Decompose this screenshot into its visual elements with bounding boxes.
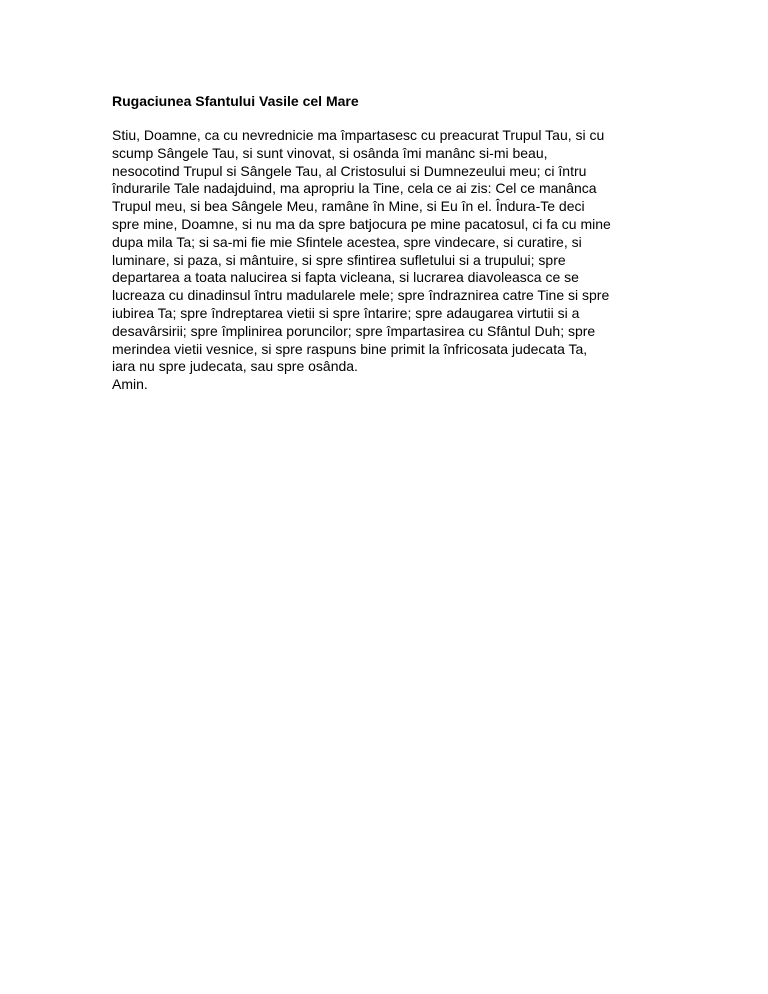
text-line: nesocotind Trupul si Sângele Tau, al Cristosului si Dumnezeului meu; ci întru xyxy=(112,162,587,179)
text-line: luminare, si paza, si mântuire, si spre sfintirea sufletului si a trupului; spre xyxy=(112,251,566,268)
text-line: spre mine, Doamne, si nu ma da spre batjocura pe mine pacatosul, ci fa cu mine xyxy=(112,215,611,232)
prayer-text xyxy=(112,127,672,394)
text-line: merindea vietii vesnice, si spre raspuns bine primit la înfricosata judecata Ta, xyxy=(112,340,588,357)
text-line: iubirea Ta; spre îndreptarea vietii si spre întarire; spre adaugarea virtutii si a xyxy=(112,304,580,321)
document-title: Rugaciunea Sfantului Vasile cel Mare xyxy=(112,93,359,109)
text-line: desavârsirii; spre împlinirea poruncilor; spre împartasirea cu Sfântul Duh; spre xyxy=(112,322,596,339)
text-line: scump Sângele Tau, si sunt vinovat, si osânda îmi manânc si-mi beau, xyxy=(112,144,548,161)
text-line: lucreaza cu dinadinsul întru madularele mele; spre îndraznirea catre Tine si spre xyxy=(112,287,610,304)
text-line: Stiu, Doamne, ca cu nevrednicie ma împartasesc cu preacurat Trupul Tau, si cu xyxy=(112,127,605,143)
text-line: departarea a toata nalucirea si fapta vicleana, si lucrarea diavoleasca ce se xyxy=(112,269,579,286)
text-line: îndurarile Tale nadajduind, ma apropriu la Tine, cela ce ai zis: Cel ce manânca xyxy=(112,180,597,197)
closing-line: Amin. xyxy=(112,376,148,393)
text-line: Trupul meu, si bea Sângele Meu, ramâne în Mine, si Eu în el. Îndura-Te deci xyxy=(112,198,585,215)
text-line: iara nu spre judecata, sau spre osânda. xyxy=(112,358,358,375)
text-line: dupa mila Ta; si sa-mi fie mie Sfintele acestea, spre vindecare, si curatire, si xyxy=(112,233,582,250)
